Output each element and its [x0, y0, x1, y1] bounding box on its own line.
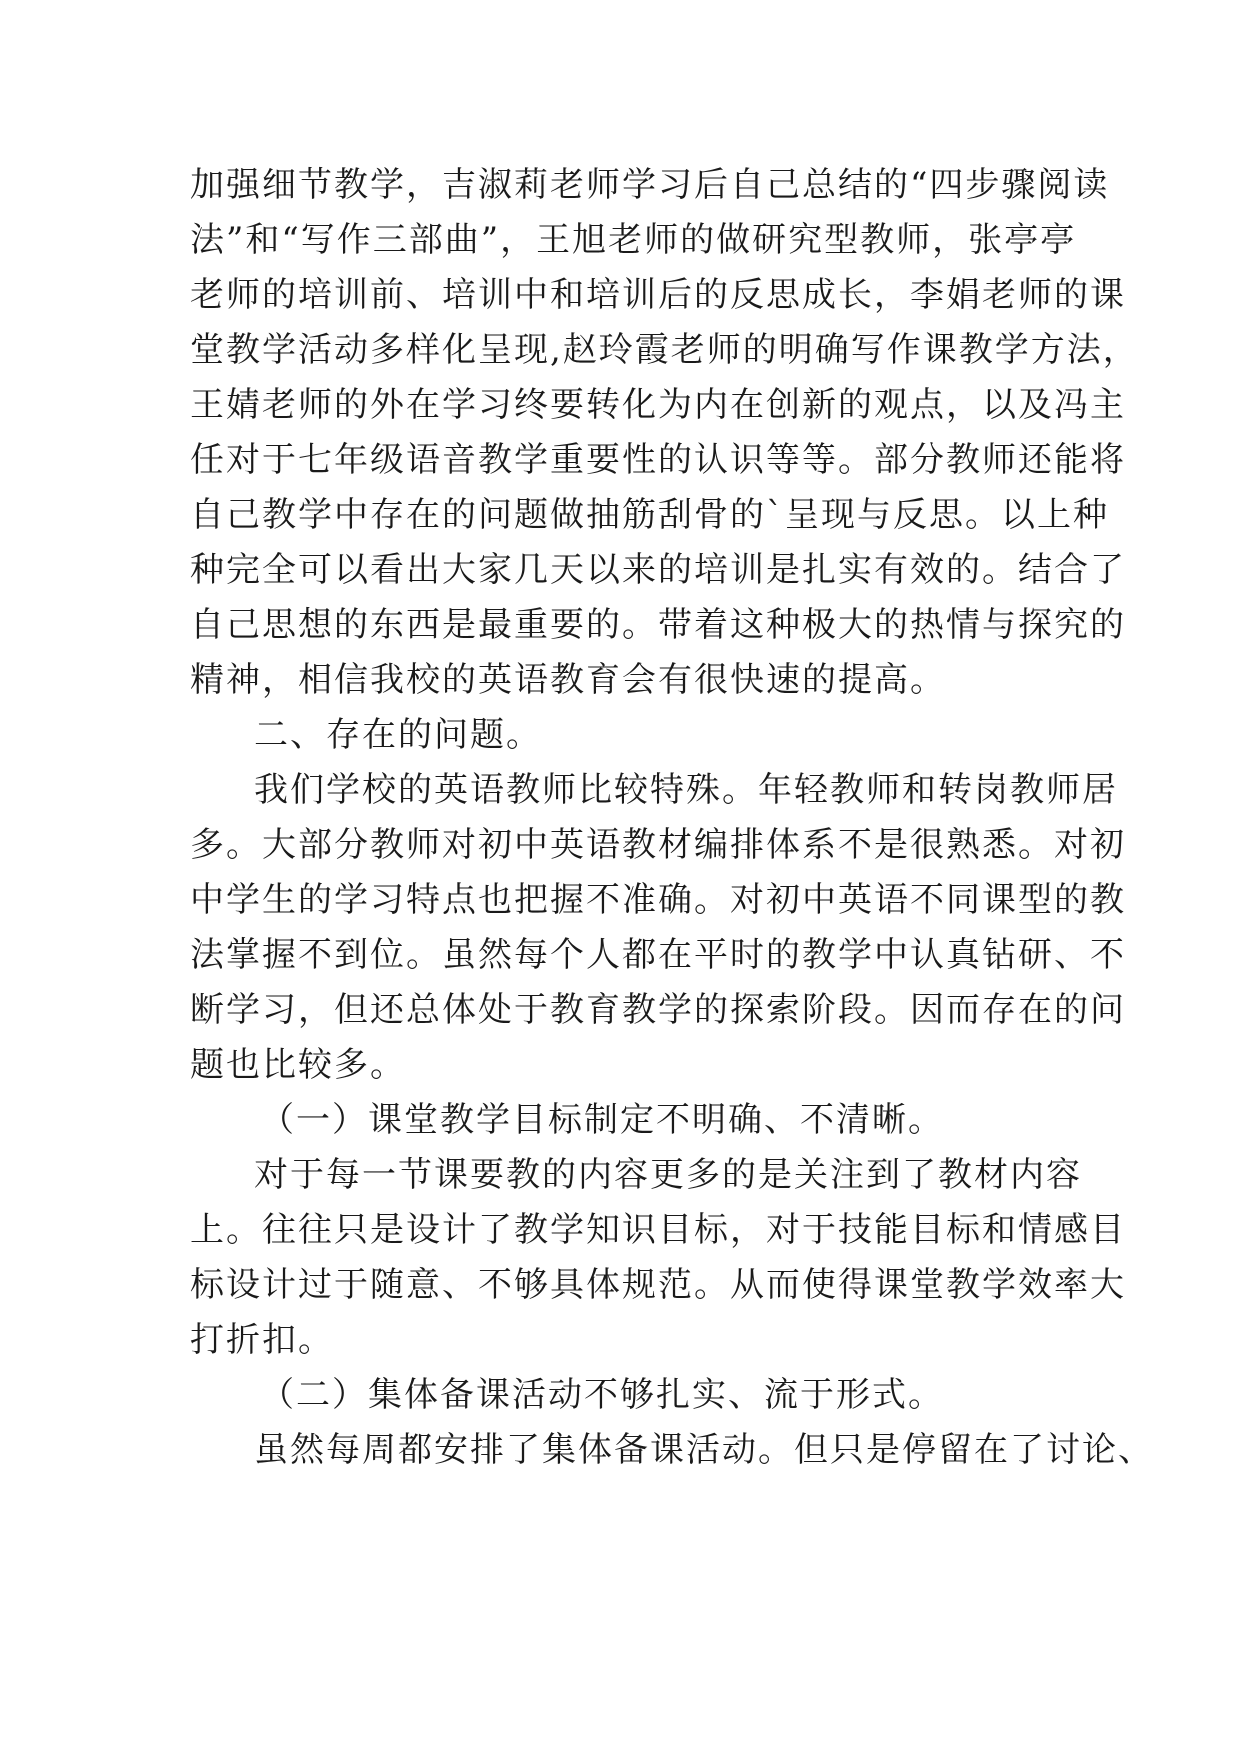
text-line: 精神，相信我校的英语教育会有很快速的提高。 — [190, 660, 946, 700]
text-line: 对于每一节课要教的内容更多的是关注到了教材内容 — [254, 1155, 1082, 1195]
text-line: 打折扣。 — [190, 1320, 334, 1360]
text-line: 种完全可以看出大家几天以来的培训是扎实有效的。结合了 — [190, 550, 1126, 590]
text-line: 我们学校的英语教师比较特殊。年轻教师和转岗教师居 — [254, 770, 1118, 810]
text-line: 法”和“写作三部曲”，王旭老师的做研究型教师，张亭亭 — [190, 220, 1077, 260]
text-line: 中学生的学习特点也把握不准确。对初中英语不同课型的教 — [190, 880, 1126, 920]
text-line: 自己思想的东西是最重要的。带着这种极大的热情与探究的 — [190, 605, 1126, 645]
text-line: 堂教学活动多样化呈现,赵玲霞老师的明确写作课教学方法， — [190, 330, 1139, 370]
text-line: 虽然每周都安排了集体备课活动。但只是停留在了讨论、 — [254, 1430, 1154, 1470]
text-line: 上。往往只是设计了教学知识目标，对于技能目标和情感目 — [190, 1210, 1126, 1250]
document-body — [190, 158, 1154, 1478]
subsection-heading: （一）课堂教学目标制定不明确、不清晰。 — [260, 1100, 944, 1140]
text-line: 多。大部分教师对初中英语教材编排体系不是很熟悉。对初 — [190, 825, 1126, 865]
section-heading: 二、存在的问题。 — [254, 715, 542, 755]
text-line: 老师的培训前、培训中和培训后的反思成长，李娟老师的课 — [190, 275, 1126, 315]
text-line: 法掌握不到位。虽然每个人都在平时的教学中认真钻研、不 — [190, 935, 1126, 975]
text-line: 加强细节教学，吉淑莉老师学习后自己总结的“四步骤阅读 — [190, 165, 1110, 205]
text-line: 题也比较多。 — [190, 1045, 406, 1085]
text-line: 自己教学中存在的问题做抽筋刮骨的`呈现与反思。以上种 — [190, 495, 1109, 535]
text-line: 标设计过于随意、不够具体规范。从而使得课堂教学效率大 — [190, 1265, 1126, 1305]
subsection-heading: （二）集体备课活动不够扎实、流于形式。 — [260, 1375, 944, 1415]
text-line: 王婧老师的外在学习终要转化为内在创新的观点，以及冯主 — [190, 385, 1126, 425]
text-line: 任对于七年级语音教学重要性的认识等等。部分教师还能将 — [190, 440, 1126, 480]
text-line: 断学习，但还总体处于教育教学的探索阶段。因而存在的问 — [190, 990, 1126, 1030]
